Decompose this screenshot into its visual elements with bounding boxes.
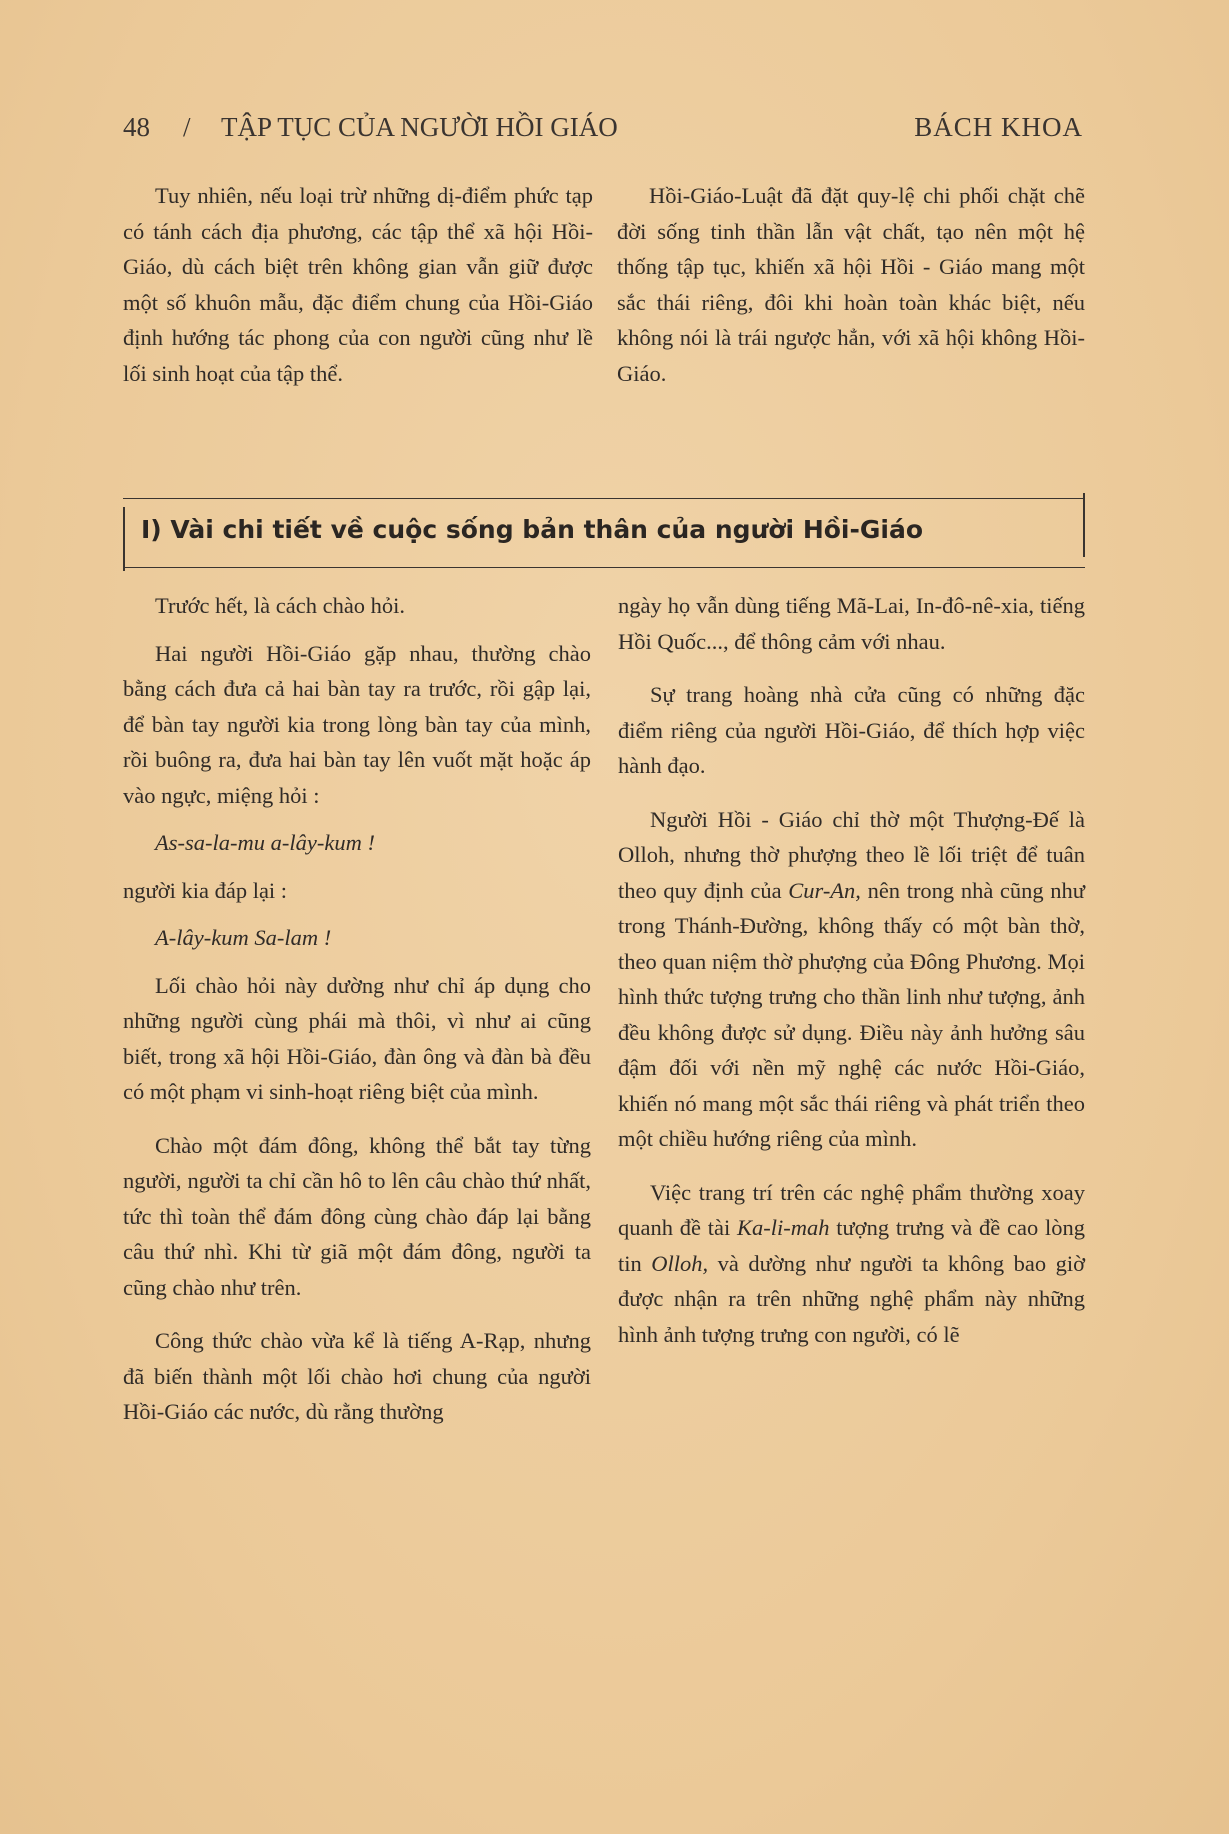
text-run: và dường như người ta không bao giờ được nhận ra trên những nghệ phẩm này những hình ảnh tượng trưng con người, có lẽ xyxy=(618,1250,1085,1347)
greeting-phrase: As-sa-la-mu a-lây-kum ! xyxy=(155,830,375,855)
section-heading-box xyxy=(123,498,1085,568)
italic-term: Ka-li-mah xyxy=(736,1215,830,1240)
text-run: Việc trang trí trên các nghệ phẩm thường xoay quanh đề tài xyxy=(618,1179,1085,1240)
page-number: 48 xyxy=(123,112,150,142)
body-right-column xyxy=(618,588,1085,1370)
paragraph xyxy=(618,1175,1085,1353)
text-run: Người Hồi - Giáo chỉ thờ một Thượng-Đế là Olloh, nhưng thờ phượng theo lề lối triệt để tuân theo quy định của xyxy=(618,806,1085,903)
paragraph: Sự trang hoàng nhà cửa cũng có những đặc điểm riêng của người Hồi-Giáo, để thích hợp việc hành đạo. xyxy=(618,682,1085,778)
section-title: I) Vài chi tiết về cuộc sống bản thân của người Hồi-Giáo xyxy=(141,515,923,544)
section-box-right-rule xyxy=(1083,493,1085,557)
paragraph: Chào một đám đông, không thể bắt tay từng người, người ta chỉ cần hô to lên câu chào thứ nhất, tức thì toàn thể đám đông cùng chào đáp lại bằng câu thứ nhì. Khi từ giã một đám đông, người ta cũng chào như trên. xyxy=(123,1132,591,1300)
page-header xyxy=(123,112,1083,152)
italic-term: Cur-An, xyxy=(788,877,861,903)
paragraph: Lối chào hỏi này dường như chỉ áp dụng cho những người cùng phái mà thôi, vì như ai cũng biết, trong xã hội Hồi-Giáo, đàn ông và đàn bà đều có một phạm vi sinh-hoạt riêng biệt của mình. xyxy=(123,972,591,1104)
paragraph: ngày họ vẫn dùng tiếng Mã-Lai, In-đô-nê-xia, tiếng Hồi Quốc..., để thông cảm với nhau. xyxy=(618,593,1085,654)
text-run: nên trong nhà cũng như trong Thánh-Đường, không thấy có một bàn thờ, theo quan niệm thờ phượng của Đông Phương. Mọi hình thức tượng trưng cho thần linh như tượng, ảnh đều không được sử dụng. Điều này ảnh hưởng sâu đậm đối với nền mỹ nghệ các nước Hồi-Giáo, khiến nó mang một sắc thái riêng và phát triển theo một chiều hướng riêng của mình. xyxy=(618,877,1085,1151)
intro-paragraph-right: Hồi-Giáo-Luật đã đặt quy-lệ chi phối chặt chẽ đời sống tinh thần lẫn vật chất, tạo nên một hệ thống tập tục, khiến xã hội Hồi - Giáo mang một sắc thái riêng, đôi khi hoàn toàn khác biệt, nếu không nói là trái ngược hẳn, với xã hội không Hồi-Giáo. xyxy=(617,183,1085,386)
paragraph: người kia đáp lại : xyxy=(123,877,288,903)
paragraph xyxy=(618,802,1085,1157)
paragraph: Trước hết, là cách chào hỏi. xyxy=(155,593,406,618)
intro-paragraph-left: Tuy nhiên, nếu loại trừ những dị-điểm phức tạp có tánh cách địa phương, các tập thể xã hội Hồi-Giáo, dù cách biệt trên không gian vẫn giữ được một số khuôn mẫu, đặc điểm chung của Hồi-Giáo định hướng tác phong của con người cũng như lề lối sinh hoạt của tập thể. xyxy=(123,183,593,386)
text-run: tượng trưng và đề cao lòng tin xyxy=(618,1215,1085,1276)
section-box-left-rule xyxy=(123,507,125,571)
intro-right-column xyxy=(617,178,1085,409)
greeting-reply: A-lây-kum Sa-lam ! xyxy=(155,925,332,950)
paragraph: Công thức chào vừa kể là tiếng A-Rạp, nhưng đã biến thành một lối chào hơi chung của người Hồi-Giáo các nước, dù rằng thường xyxy=(123,1328,591,1424)
body-left-column xyxy=(123,588,591,1448)
running-title: TẬP TỤC CỦA NGƯỜI HỒI GIÁO xyxy=(221,112,618,142)
intro-left-column xyxy=(123,178,593,409)
paragraph: Hai người Hồi-Giáo gặp nhau, thường chào bằng cách đưa cả hai bàn tay ra trước, rồi gập lại, để bàn tay người kia trong lòng bàn tay của mình, rồi buông ra, đưa hai bàn tay lên vuốt mặt hoặc áp vào ngực, miệng hỏi : xyxy=(123,640,591,808)
magazine-name: BÁCH KHOA xyxy=(914,112,1083,142)
header-separator: / xyxy=(183,112,191,142)
italic-term: Olloh, xyxy=(651,1250,709,1276)
